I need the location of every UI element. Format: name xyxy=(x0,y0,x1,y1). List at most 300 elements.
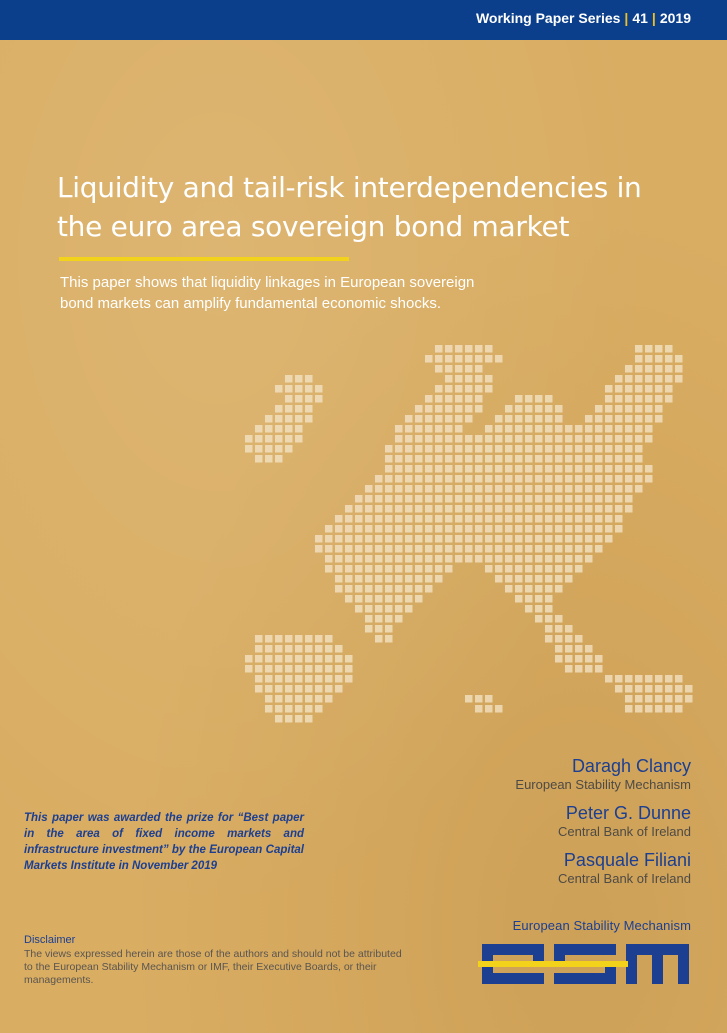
map-dot xyxy=(665,365,673,373)
map-dot xyxy=(525,565,533,573)
map-dot xyxy=(365,535,373,543)
map-dot xyxy=(515,445,523,453)
map-dot xyxy=(355,575,363,583)
map-dot xyxy=(295,425,303,433)
map-dot xyxy=(475,525,483,533)
series-line xyxy=(476,10,691,26)
map-dot xyxy=(405,425,413,433)
map-dot xyxy=(435,465,443,473)
map-dot xyxy=(515,505,523,513)
map-dot xyxy=(355,525,363,533)
map-dot xyxy=(525,515,533,523)
map-dot xyxy=(565,515,573,523)
map-dot xyxy=(325,535,333,543)
map-dot xyxy=(675,685,683,693)
map-dot xyxy=(395,555,403,563)
map-dot xyxy=(665,695,673,703)
map-dot xyxy=(295,715,303,723)
map-dot xyxy=(415,415,423,423)
map-dot xyxy=(395,615,403,623)
map-dot xyxy=(475,705,483,713)
map-dot xyxy=(305,395,313,403)
map-dot xyxy=(415,535,423,543)
map-dot xyxy=(555,545,563,553)
map-dot xyxy=(605,505,613,513)
map-dot xyxy=(395,445,403,453)
map-dot xyxy=(635,415,643,423)
map-dot xyxy=(365,555,373,563)
map-dot xyxy=(535,495,543,503)
map-dot xyxy=(295,665,303,673)
map-dot xyxy=(505,415,513,423)
map-dot xyxy=(505,515,513,523)
map-dot xyxy=(385,475,393,483)
map-dot xyxy=(275,715,283,723)
map-dot xyxy=(315,535,323,543)
map-dot xyxy=(515,545,523,553)
map-dot xyxy=(465,555,473,563)
map-dot xyxy=(265,635,273,643)
map-dot xyxy=(265,665,273,673)
map-dot xyxy=(635,345,643,353)
map-dot xyxy=(535,505,543,513)
map-dot xyxy=(325,635,333,643)
map-dot xyxy=(635,475,643,483)
map-dot xyxy=(525,525,533,533)
map-dot xyxy=(565,435,573,443)
map-dot xyxy=(395,475,403,483)
map-dot xyxy=(615,425,623,433)
map-dot xyxy=(575,435,583,443)
map-dot xyxy=(475,355,483,363)
map-dot xyxy=(555,425,563,433)
map-dot xyxy=(525,405,533,413)
map-dot xyxy=(415,555,423,563)
map-dot xyxy=(505,435,513,443)
map-dot xyxy=(375,585,383,593)
map-dot xyxy=(585,445,593,453)
map-dot xyxy=(565,635,573,643)
map-dot xyxy=(335,545,343,553)
map-dot xyxy=(475,515,483,523)
map-dot xyxy=(455,465,463,473)
map-dot xyxy=(555,455,563,463)
map-dot xyxy=(465,515,473,523)
map-dot xyxy=(555,435,563,443)
map-dot xyxy=(435,425,443,433)
map-dot xyxy=(295,635,303,643)
map-dot xyxy=(505,425,513,433)
map-dot xyxy=(455,555,463,563)
map-dot xyxy=(635,675,643,683)
map-dot xyxy=(405,555,413,563)
map-dot xyxy=(595,515,603,523)
map-dot xyxy=(465,375,473,383)
map-dot xyxy=(575,455,583,463)
map-dot xyxy=(555,585,563,593)
map-dot xyxy=(315,695,323,703)
map-dot xyxy=(395,495,403,503)
map-dot xyxy=(435,535,443,543)
map-dot xyxy=(255,455,263,463)
map-dot xyxy=(645,685,653,693)
map-dot xyxy=(455,385,463,393)
map-dot xyxy=(315,395,323,403)
map-dot xyxy=(375,535,383,543)
map-dot xyxy=(675,695,683,703)
map-dot xyxy=(415,455,423,463)
author-list xyxy=(515,755,691,896)
map-dot xyxy=(335,515,343,523)
map-dot xyxy=(295,375,303,383)
map-dot xyxy=(445,385,453,393)
map-dot xyxy=(285,375,293,383)
map-dot xyxy=(615,495,623,503)
map-dot xyxy=(685,695,693,703)
map-dot xyxy=(415,475,423,483)
map-dot xyxy=(545,585,553,593)
map-dot xyxy=(555,615,563,623)
map-dot xyxy=(545,405,553,413)
map-dot xyxy=(405,525,413,533)
map-dot xyxy=(285,445,293,453)
map-dot xyxy=(465,415,473,423)
map-dot xyxy=(635,465,643,473)
map-dot xyxy=(485,695,493,703)
author-name: Pasquale Filiani xyxy=(563,850,691,870)
map-dot xyxy=(545,605,553,613)
map-dot xyxy=(675,705,683,713)
map-dot xyxy=(665,385,673,393)
map-dot xyxy=(525,485,533,493)
map-dot xyxy=(505,525,513,533)
map-dot xyxy=(535,525,543,533)
map-dot xyxy=(475,445,483,453)
map-dot xyxy=(485,495,493,503)
europe-dot-map-icon xyxy=(245,345,695,740)
map-dot xyxy=(665,345,673,353)
map-dot xyxy=(305,685,313,693)
map-dot xyxy=(505,505,513,513)
map-dot xyxy=(485,475,493,483)
map-dot xyxy=(455,375,463,383)
map-dot xyxy=(385,585,393,593)
map-dot xyxy=(555,405,563,413)
map-dot xyxy=(475,505,483,513)
map-dot xyxy=(495,485,503,493)
map-dot xyxy=(535,535,543,543)
map-dot xyxy=(395,505,403,513)
map-dot xyxy=(395,435,403,443)
map-dot xyxy=(435,475,443,483)
map-dot xyxy=(545,555,553,563)
map-dot xyxy=(435,545,443,553)
map-dot xyxy=(425,545,433,553)
map-dot xyxy=(245,655,253,663)
map-dot xyxy=(645,385,653,393)
map-dot xyxy=(625,505,633,513)
map-dot xyxy=(255,685,263,693)
map-dot xyxy=(655,355,663,363)
map-dot xyxy=(415,495,423,503)
map-dot xyxy=(415,545,423,553)
map-dot xyxy=(495,415,503,423)
author-affiliation: Central Bank of Ireland xyxy=(558,871,691,886)
map-dot xyxy=(405,485,413,493)
map-dot xyxy=(435,385,443,393)
map-dot xyxy=(545,495,553,503)
map-dot xyxy=(535,435,543,443)
map-dot xyxy=(635,385,643,393)
map-dot xyxy=(455,485,463,493)
map-dot xyxy=(265,655,273,663)
map-dot xyxy=(295,405,303,413)
map-dot xyxy=(525,535,533,543)
map-dot xyxy=(365,485,373,493)
map-dot xyxy=(445,495,453,503)
map-dot xyxy=(575,475,583,483)
map-dot xyxy=(495,525,503,533)
map-dot xyxy=(605,515,613,523)
map-dot xyxy=(375,545,383,553)
map-dot xyxy=(285,385,293,393)
map-dot xyxy=(295,435,303,443)
map-dot xyxy=(455,545,463,553)
map-dot xyxy=(285,655,293,663)
map-dot xyxy=(525,575,533,583)
map-dot xyxy=(325,655,333,663)
map-dot xyxy=(605,455,613,463)
map-dot xyxy=(365,605,373,613)
map-dot xyxy=(315,675,323,683)
map-dot xyxy=(415,405,423,413)
map-dot xyxy=(625,435,633,443)
map-dot xyxy=(575,515,583,523)
map-dot xyxy=(255,645,263,653)
map-dot xyxy=(345,585,353,593)
map-dot xyxy=(495,445,503,453)
series-label: Working Paper Series xyxy=(475,10,621,26)
map-dot xyxy=(335,655,343,663)
map-dot xyxy=(425,535,433,543)
map-dot xyxy=(265,645,273,653)
map-dot xyxy=(265,415,273,423)
map-dot xyxy=(255,675,263,683)
map-dot xyxy=(445,405,453,413)
map-dot xyxy=(365,515,373,523)
map-dot xyxy=(545,515,553,523)
map-dot xyxy=(435,435,443,443)
map-dot xyxy=(465,525,473,533)
map-dot xyxy=(525,475,533,483)
map-dot xyxy=(405,515,413,523)
map-dot xyxy=(415,435,423,443)
map-dot xyxy=(285,635,293,643)
map-dot xyxy=(425,355,433,363)
map-dot xyxy=(415,595,423,603)
map-dot xyxy=(255,435,263,443)
map-dot xyxy=(545,595,553,603)
map-dot xyxy=(375,565,383,573)
map-dot xyxy=(555,535,563,543)
map-dot xyxy=(615,375,623,383)
map-dot xyxy=(645,415,653,423)
map-dot xyxy=(305,665,313,673)
map-dot xyxy=(495,565,503,573)
map-dot xyxy=(615,405,623,413)
map-dot xyxy=(585,475,593,483)
map-dot xyxy=(605,495,613,503)
map-dot xyxy=(465,455,473,463)
map-dot xyxy=(265,435,273,443)
map-dot xyxy=(315,385,323,393)
map-dot xyxy=(475,455,483,463)
map-dot xyxy=(385,535,393,543)
map-dot xyxy=(365,585,373,593)
map-dot xyxy=(625,675,633,683)
map-dot xyxy=(565,575,573,583)
map-dot xyxy=(375,515,383,523)
map-dot xyxy=(625,405,633,413)
map-dot xyxy=(615,435,623,443)
map-dot xyxy=(645,395,653,403)
map-dot xyxy=(295,675,303,683)
map-dot xyxy=(385,605,393,613)
map-dot xyxy=(565,505,573,513)
map-dot xyxy=(365,595,373,603)
map-dot xyxy=(475,555,483,563)
map-dot xyxy=(525,435,533,443)
map-dot xyxy=(515,415,523,423)
map-dot xyxy=(295,705,303,713)
map-dot xyxy=(305,405,313,413)
map-dot xyxy=(245,445,253,453)
map-dot xyxy=(435,445,443,453)
map-dot xyxy=(355,595,363,603)
map-dot xyxy=(485,345,493,353)
map-dot xyxy=(635,435,643,443)
map-dot xyxy=(625,365,633,373)
map-dot xyxy=(335,535,343,543)
map-dot xyxy=(475,545,483,553)
map-dot xyxy=(605,415,613,423)
map-dot xyxy=(525,465,533,473)
map-dot xyxy=(265,695,273,703)
map-dot xyxy=(615,675,623,683)
map-dot xyxy=(375,485,383,493)
map-dot xyxy=(415,445,423,453)
map-dot xyxy=(455,445,463,453)
map-dot xyxy=(595,465,603,473)
award-note: This paper was awarded the prize for “Best paper in the area of fixed income markets and infrastructure investment” by the European Capital Markets Institute in November 2019 xyxy=(24,812,304,872)
map-dot xyxy=(355,505,363,513)
map-dot xyxy=(285,405,293,413)
map-dot xyxy=(585,645,593,653)
map-dot xyxy=(645,675,653,683)
map-dot xyxy=(465,465,473,473)
map-dot xyxy=(535,415,543,423)
map-dot xyxy=(275,445,283,453)
map-dot xyxy=(245,435,253,443)
map-dot xyxy=(445,535,453,543)
map-dot xyxy=(425,495,433,503)
map-dot xyxy=(435,515,443,523)
map-dot xyxy=(585,455,593,463)
map-dot xyxy=(375,555,383,563)
map-dot xyxy=(595,505,603,513)
map-dot xyxy=(415,465,423,473)
map-dot xyxy=(595,435,603,443)
map-dot xyxy=(595,665,603,673)
map-dot xyxy=(435,365,443,373)
map-dot xyxy=(615,525,623,533)
map-dot xyxy=(655,695,663,703)
map-dot xyxy=(575,645,583,653)
map-dot xyxy=(495,355,503,363)
map-dot xyxy=(355,585,363,593)
map-dot xyxy=(385,525,393,533)
map-dot xyxy=(485,465,493,473)
map-dot xyxy=(285,715,293,723)
map-dot xyxy=(635,445,643,453)
map-dot xyxy=(465,345,473,353)
map-dot xyxy=(385,635,393,643)
map-dot xyxy=(375,625,383,633)
map-dot xyxy=(575,655,583,663)
map-dot xyxy=(335,525,343,533)
map-dot xyxy=(505,495,513,503)
map-dot xyxy=(385,625,393,633)
map-dot xyxy=(615,685,623,693)
map-dot xyxy=(475,485,483,493)
map-dot xyxy=(305,675,313,683)
map-dot xyxy=(405,495,413,503)
map-dot xyxy=(405,565,413,573)
map-dot xyxy=(445,455,453,463)
map-dot xyxy=(495,435,503,443)
map-dot xyxy=(355,545,363,553)
map-dot xyxy=(335,685,343,693)
map-dot xyxy=(335,565,343,573)
map-dot xyxy=(355,565,363,573)
map-dot xyxy=(595,445,603,453)
map-dot xyxy=(545,535,553,543)
map-dot xyxy=(565,655,573,663)
map-dot xyxy=(575,465,583,473)
map-dot xyxy=(325,695,333,703)
map-dot xyxy=(455,475,463,483)
map-dot xyxy=(345,535,353,543)
map-dot xyxy=(635,705,643,713)
map-dot xyxy=(315,545,323,553)
map-dot xyxy=(275,685,283,693)
map-dot xyxy=(345,525,353,533)
map-dot xyxy=(405,535,413,543)
map-dot xyxy=(565,525,573,533)
map-dot xyxy=(385,485,393,493)
map-dot xyxy=(425,525,433,533)
map-dot xyxy=(535,575,543,583)
map-dot xyxy=(395,425,403,433)
map-dot xyxy=(355,515,363,523)
map-dot xyxy=(515,575,523,583)
map-dot xyxy=(545,445,553,453)
map-dot xyxy=(645,705,653,713)
map-dot xyxy=(485,555,493,563)
map-dot xyxy=(515,595,523,603)
map-dot xyxy=(275,645,283,653)
map-dot xyxy=(515,455,523,463)
